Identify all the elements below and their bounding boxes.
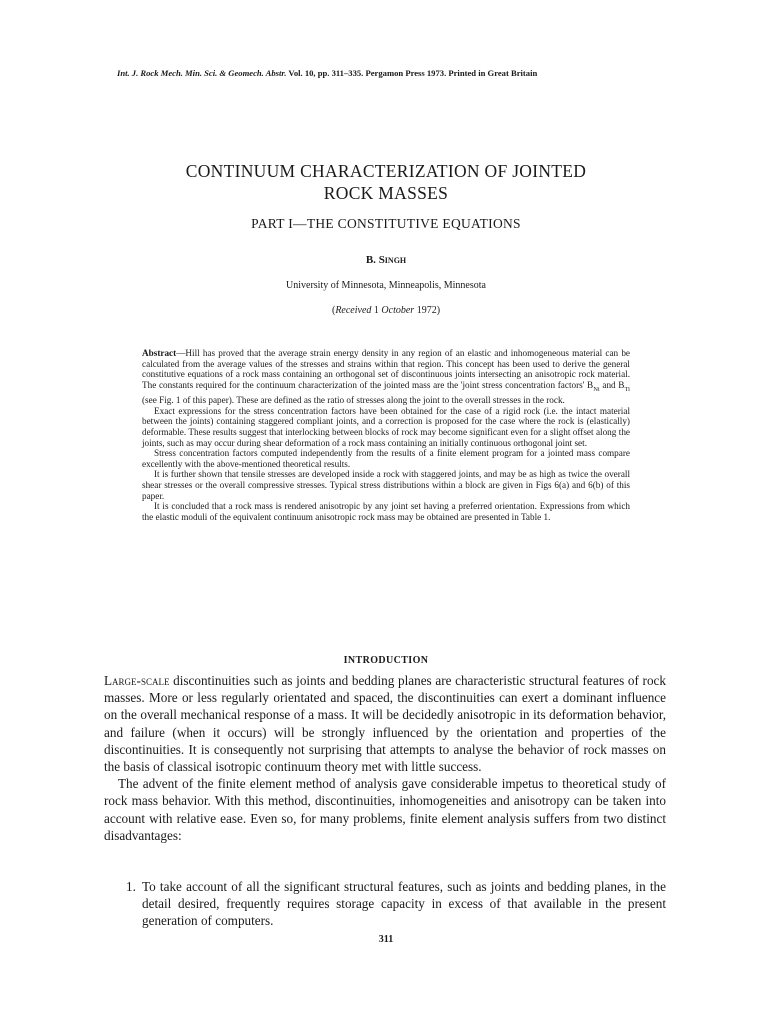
journal-name: Int. J. Rock Mech. Min. Sci. & Geomech. Abstr.	[117, 68, 287, 78]
received-date: (Received 1 October 1972)	[331, 305, 441, 316]
author-surname: Singh	[378, 254, 407, 266]
received-label: Received	[335, 305, 372, 316]
journal-header	[117, 68, 677, 78]
list-item	[104, 878, 666, 930]
author-name	[120, 254, 652, 266]
title-line-1: CONTINUUM CHARACTERIZATION OF JOINTED	[185, 161, 587, 181]
introduction-body	[104, 672, 666, 844]
abstract-paragraph-5: It is concluded that a rock mass is rendered anisotropic by any joint set having a preferred orientation. Expressions from which the elastic moduli of the equivalent continuum anisotropic rock mass may be obtained are presented in Table 1.	[142, 501, 630, 522]
list-item-text: To take account of all the significant structural features, such as joints and bedding planes, in the detail desired, frequently requires storage capacity in excess of that available in the present generation of computers.	[142, 879, 666, 929]
title-line-2: ROCK MASSES	[323, 183, 449, 203]
abstract-paragraph-4: It is further shown that tensile stresses are developed inside a rock with staggered joints, and may be as high as twice the overall shear stresses or the overall compressive stresses. Typical stress distributions within a block are given in Figs 6(a) and 6(b) of this paper.	[142, 469, 630, 501]
subscript-ti: Ti	[624, 385, 630, 393]
journal-citation: Vol. 10, pp. 311–335. Pergamon Press 1973. Printed in Great Britain	[288, 68, 538, 78]
drop-lead: Large-scale	[104, 673, 170, 688]
paper-subtitle: PART I—THE CONSTITUTIVE EQUATIONS	[251, 216, 521, 231]
introduction-paragraph-1: Large-scale discontinuities such as joints and bedding planes are characteristic structural features of rock masses. More or less regularly orientated and spaced, the discontinuities can exert a dominant influence on the overall mechanical response of a mass. It will be decidedly anisotropic in its deformation behavior, and failure (when it occurs) will be strongly influenced by the orientation and properties of the discontinuities. It is consequently not surprising that attempts to analyse the behavior of rock masses on the basis of classical isotropic continuum theory met with little success.	[104, 673, 666, 775]
introduction-heading: INTRODUCTION	[343, 655, 429, 666]
abstract-paragraph-1: Abstract—Hill has proved that the average strain energy density in any region of an elastic and inhomogeneous material can be calculated from the average values of the stresses and strains within that region. This concept has been used to derive the general constitutive equations of a rock mass containing an orthogonal set of discontinuous joints intersecting an anisotropic rock material. The constants required for the continuum characterization of the jointed mass are the 'joint stress concentration factors' $B_{Ni}$ and $B_{Ti}$ (see Fig. 1 of this paper). These are defined as the ratio of stresses along the joint to the overall stresses in the rock.	[142, 348, 630, 406]
introduction-paragraph-2: The advent of the finite element method of analysis gave considerable impetus to theoretical study of rock mass behavior. With this method, discontinuities, inhomogeneities and anisotropy can be taken into account with relative ease. Even so, for many problems, finite element analysis suffers from two distinct disadvantages:	[104, 776, 666, 843]
list-item-number: 1.	[126, 879, 136, 894]
abstract-paragraph-3: Stress concentration factors computed independently from the results of a finite element program for a jointed mass compare excellently with the above-mentioned theoretical results.	[142, 448, 630, 469]
abstract-label: Abstract	[142, 348, 177, 358]
paper-title	[120, 160, 652, 204]
abstract-paragraph-2: Exact expressions for the stress concentration factors have been obtained for the case of a rigid rock (i.e. the intact material between the joints) containing staggered compliant joints, and a correction is proposed for the case where the rock is (elastically) deformable. These results suggest that interlocking between blocks of rock may become significant even for a slight offset along the joints, such as may occur during shear deformation of a rock mass containing an initially continuous orthogonal joint set.	[142, 405, 630, 448]
page-number: 311	[378, 934, 394, 945]
author-initial: B.	[365, 254, 376, 266]
author-affiliation: University of Minnesota, Minneapolis, Minnesota	[286, 280, 486, 291]
received-month: October	[381, 305, 415, 316]
subscript-ni: Ni	[593, 385, 600, 393]
abstract	[142, 348, 630, 522]
